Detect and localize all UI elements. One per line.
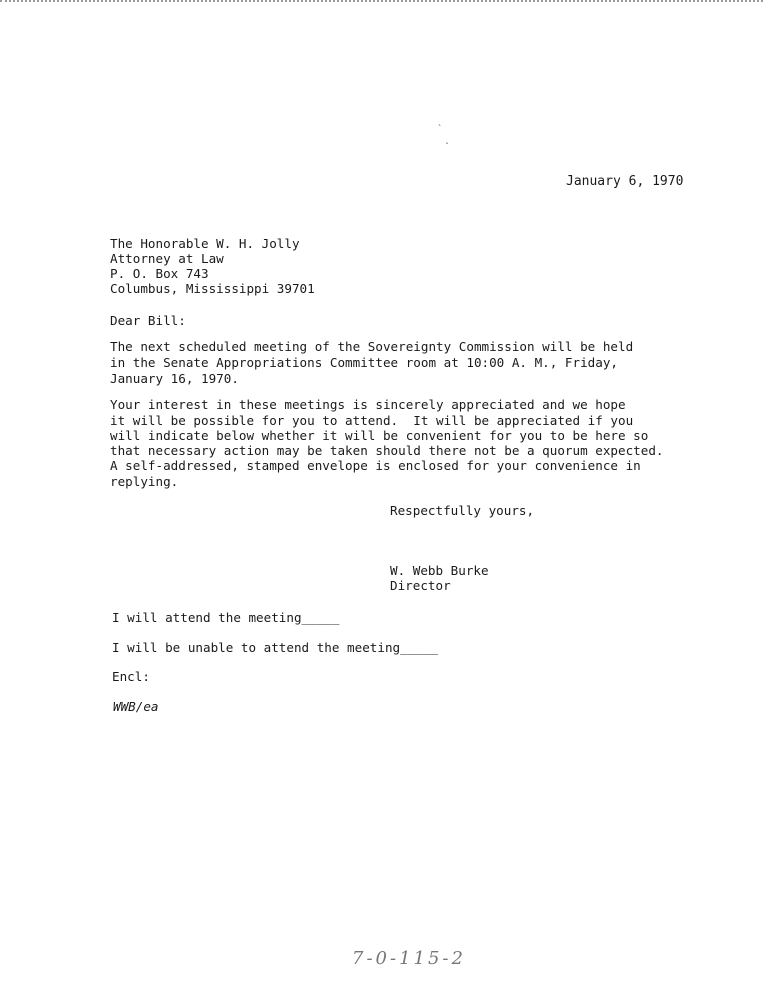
recipient-line: Attorney at Law: [110, 251, 224, 266]
paragraph-line: replying.: [110, 474, 179, 489]
paragraph-line: January 16, 1970.: [110, 371, 239, 386]
paragraph-line: it will be possible for you to attend. It will be appreciated if you: [110, 413, 634, 428]
paragraph-line: A self-addressed, stamped envelope is enclosed for your convenience in: [110, 458, 641, 473]
salutation: Dear Bill:: [110, 313, 186, 328]
perforation-border: [0, 0, 763, 2]
reference-initials: WWB/ea: [113, 699, 159, 714]
paragraph-line: in the Senate Appropriations Committee room at 10:00 A. M., Friday,: [110, 355, 618, 370]
archive-stamp-number: 7-0-115-2: [352, 948, 466, 969]
recipient-line: Columbus, Mississippi 39701: [110, 281, 315, 296]
signer-name: W. Webb Burke: [390, 563, 489, 578]
letter-date: January 6, 1970: [566, 174, 684, 189]
paragraph-line: The next scheduled meeting of the Sovereignty Commission will be held: [110, 339, 634, 354]
attend-response-line: I will attend the meeting_____: [112, 610, 340, 625]
paragraph-line: will indicate below whether it will be convenient for you to be here so: [110, 428, 649, 443]
paragraph-line: that necessary action may be taken should there not be a quorum expected.: [110, 443, 664, 458]
signer-title: Director: [390, 578, 451, 593]
scan-speck: `: [437, 124, 444, 135]
paragraph-line: Your interest in these meetings is sincerely appreciated and we hope: [110, 397, 626, 412]
recipient-line: The Honorable W. H. Jolly: [110, 236, 300, 251]
unable-response-line: I will be unable to attend the meeting_____: [112, 640, 439, 655]
closing: Respectfully yours,: [390, 503, 535, 518]
enclosure-note: Encl:: [112, 669, 150, 684]
scan-speck: .: [444, 136, 451, 147]
recipient-line: P. O. Box 743: [110, 266, 209, 281]
